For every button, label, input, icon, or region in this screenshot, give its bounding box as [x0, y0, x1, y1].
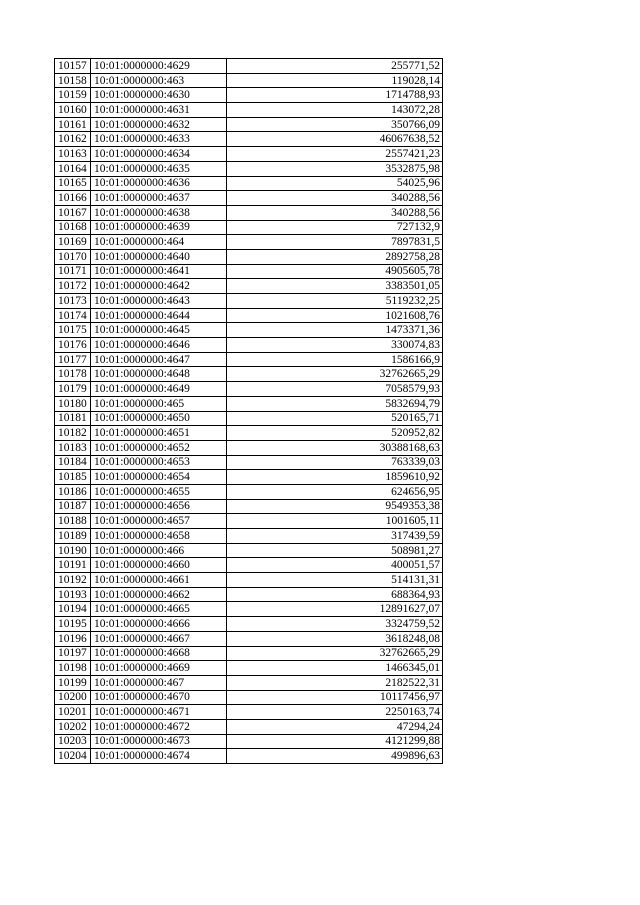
table-row	[55, 323, 443, 338]
value-cell: 12891627,07	[227, 602, 443, 617]
row-number-cell: 10193	[55, 587, 91, 602]
value-cell: 400051,57	[227, 558, 443, 573]
row-number-cell: 10168	[55, 220, 91, 235]
row-number-cell: 10173	[55, 294, 91, 309]
row-number-cell: 10174	[55, 308, 91, 323]
cadastral-number-cell: 10:01:0000000:4629	[91, 59, 227, 74]
row-number-cell: 10178	[55, 367, 91, 382]
value-cell: 54025,96	[227, 176, 443, 191]
row-number-cell: 10187	[55, 499, 91, 514]
row-number-cell: 10177	[55, 352, 91, 367]
cadastral-number-cell: 10:01:0000000:4642	[91, 279, 227, 294]
value-cell: 3324759,52	[227, 617, 443, 632]
value-cell: 1466345,01	[227, 661, 443, 676]
table-row	[55, 279, 443, 294]
value-cell: 340288,56	[227, 205, 443, 220]
table-row	[55, 661, 443, 676]
value-cell: 3618248,08	[227, 631, 443, 646]
cadastral-number-cell: 10:01:0000000:4655	[91, 484, 227, 499]
value-cell: 727132,9	[227, 220, 443, 235]
row-number-cell: 10182	[55, 426, 91, 441]
cadastral-number-cell: 10:01:0000000:4631	[91, 103, 227, 118]
table-row	[55, 675, 443, 690]
row-number-cell: 10176	[55, 338, 91, 353]
table-row	[55, 73, 443, 88]
cadastral-number-cell: 10:01:0000000:4666	[91, 617, 227, 632]
value-cell: 3383501,05	[227, 279, 443, 294]
table-row	[55, 499, 443, 514]
table-row	[55, 734, 443, 749]
table-row	[55, 749, 443, 764]
cadastral-number-cell: 10:01:0000000:4674	[91, 749, 227, 764]
value-cell: 4121299,88	[227, 734, 443, 749]
row-number-cell: 10204	[55, 749, 91, 764]
value-cell: 143072,28	[227, 103, 443, 118]
row-number-cell: 10170	[55, 249, 91, 264]
table-row	[55, 161, 443, 176]
cadastral-number-cell: 10:01:0000000:4668	[91, 646, 227, 661]
row-number-cell: 10188	[55, 514, 91, 529]
value-cell: 5832694,79	[227, 396, 443, 411]
table-row	[55, 367, 443, 382]
cadastral-number-cell: 10:01:0000000:4646	[91, 338, 227, 353]
row-number-cell: 10194	[55, 602, 91, 617]
table-row	[55, 59, 443, 74]
table-row	[55, 220, 443, 235]
value-cell: 2250163,74	[227, 705, 443, 720]
value-cell: 2892758,28	[227, 249, 443, 264]
table-row	[55, 426, 443, 441]
table-row	[55, 690, 443, 705]
row-number-cell: 10185	[55, 470, 91, 485]
table-row	[55, 529, 443, 544]
cadastral-number-cell: 10:01:0000000:4661	[91, 573, 227, 588]
value-cell: 340288,56	[227, 191, 443, 206]
row-number-cell: 10172	[55, 279, 91, 294]
value-cell: 350766,09	[227, 117, 443, 132]
value-cell: 3532875,98	[227, 161, 443, 176]
table-row	[55, 205, 443, 220]
value-cell: 32762665,29	[227, 646, 443, 661]
table-row	[55, 719, 443, 734]
cadastral-number-cell: 10:01:0000000:4652	[91, 440, 227, 455]
row-number-cell: 10165	[55, 176, 91, 191]
cadastral-number-cell: 10:01:0000000:4651	[91, 426, 227, 441]
cadastral-number-cell: 10:01:0000000:4656	[91, 499, 227, 514]
cadastral-number-cell: 10:01:0000000:4632	[91, 117, 227, 132]
value-cell: 1586166,9	[227, 352, 443, 367]
table-row	[55, 308, 443, 323]
row-number-cell: 10186	[55, 484, 91, 499]
row-number-cell: 10189	[55, 529, 91, 544]
value-cell: 1859610,92	[227, 470, 443, 485]
table-row	[55, 132, 443, 147]
cadastral-number-cell: 10:01:0000000:467	[91, 675, 227, 690]
row-number-cell: 10179	[55, 382, 91, 397]
row-number-cell: 10198	[55, 661, 91, 676]
cadastral-number-cell: 10:01:0000000:4654	[91, 470, 227, 485]
row-number-cell: 10202	[55, 719, 91, 734]
value-cell: 1714788,93	[227, 88, 443, 103]
row-number-cell: 10161	[55, 117, 91, 132]
table-row	[55, 455, 443, 470]
table-row	[55, 411, 443, 426]
table-row	[55, 484, 443, 499]
table-row	[55, 631, 443, 646]
cadastral-number-cell: 10:01:0000000:4673	[91, 734, 227, 749]
row-number-cell: 10181	[55, 411, 91, 426]
value-cell: 520165,71	[227, 411, 443, 426]
row-number-cell: 10158	[55, 73, 91, 88]
value-cell: 499896,63	[227, 749, 443, 764]
row-number-cell: 10201	[55, 705, 91, 720]
row-number-cell: 10162	[55, 132, 91, 147]
row-number-cell: 10199	[55, 675, 91, 690]
cadastral-number-cell: 10:01:0000000:4650	[91, 411, 227, 426]
table-row	[55, 382, 443, 397]
value-cell: 9549353,38	[227, 499, 443, 514]
table-row	[55, 558, 443, 573]
cadastral-number-cell: 10:01:0000000:4645	[91, 323, 227, 338]
cadastral-number-cell: 10:01:0000000:4672	[91, 719, 227, 734]
cadastral-number-cell: 10:01:0000000:4633	[91, 132, 227, 147]
cadastral-number-cell: 10:01:0000000:4658	[91, 529, 227, 544]
row-number-cell: 10166	[55, 191, 91, 206]
row-number-cell: 10167	[55, 205, 91, 220]
cadastral-number-cell: 10:01:0000000:4635	[91, 161, 227, 176]
row-number-cell: 10160	[55, 103, 91, 118]
value-cell: 7897831,5	[227, 235, 443, 250]
value-cell: 2557421,23	[227, 147, 443, 162]
cadastral-number-cell: 10:01:0000000:4647	[91, 352, 227, 367]
value-cell: 520952,82	[227, 426, 443, 441]
row-number-cell: 10169	[55, 235, 91, 250]
cadastral-number-cell: 10:01:0000000:4641	[91, 264, 227, 279]
value-cell: 508981,27	[227, 543, 443, 558]
value-cell: 10117456,97	[227, 690, 443, 705]
row-number-cell: 10180	[55, 396, 91, 411]
cadastral-number-cell: 10:01:0000000:4657	[91, 514, 227, 529]
data-table	[54, 58, 443, 764]
cadastral-number-cell: 10:01:0000000:4670	[91, 690, 227, 705]
row-number-cell: 10171	[55, 264, 91, 279]
cadastral-number-cell: 10:01:0000000:4662	[91, 587, 227, 602]
value-cell: 624656,95	[227, 484, 443, 499]
table-row	[55, 470, 443, 485]
value-cell: 1021608,76	[227, 308, 443, 323]
cadastral-number-cell: 10:01:0000000:4634	[91, 147, 227, 162]
table-row	[55, 147, 443, 162]
value-cell: 2182522,31	[227, 675, 443, 690]
cadastral-number-cell: 10:01:0000000:4671	[91, 705, 227, 720]
value-cell: 30388168,63	[227, 440, 443, 455]
row-number-cell: 10203	[55, 734, 91, 749]
cadastral-number-cell: 10:01:0000000:4667	[91, 631, 227, 646]
cadastral-number-cell: 10:01:0000000:466	[91, 543, 227, 558]
cadastral-number-cell: 10:01:0000000:4660	[91, 558, 227, 573]
table-row	[55, 117, 443, 132]
table-row	[55, 235, 443, 250]
table-body	[55, 59, 443, 764]
value-cell: 763339,03	[227, 455, 443, 470]
row-number-cell: 10192	[55, 573, 91, 588]
row-number-cell: 10163	[55, 147, 91, 162]
value-cell: 119028,14	[227, 73, 443, 88]
row-number-cell: 10190	[55, 543, 91, 558]
value-cell: 47294,24	[227, 719, 443, 734]
row-number-cell: 10183	[55, 440, 91, 455]
cadastral-number-cell: 10:01:0000000:4630	[91, 88, 227, 103]
table-row	[55, 88, 443, 103]
row-number-cell: 10195	[55, 617, 91, 632]
value-cell: 32762665,29	[227, 367, 443, 382]
cadastral-number-cell: 10:01:0000000:465	[91, 396, 227, 411]
value-cell: 4905605,78	[227, 264, 443, 279]
table-row	[55, 543, 443, 558]
row-number-cell: 10175	[55, 323, 91, 338]
cadastral-number-cell: 10:01:0000000:463	[91, 73, 227, 88]
value-cell: 7058579,93	[227, 382, 443, 397]
table-row	[55, 249, 443, 264]
table-row	[55, 294, 443, 309]
table-row	[55, 440, 443, 455]
table-row	[55, 646, 443, 661]
cadastral-number-cell: 10:01:0000000:4649	[91, 382, 227, 397]
value-cell: 1473371,36	[227, 323, 443, 338]
cadastral-number-cell: 10:01:0000000:4640	[91, 249, 227, 264]
value-cell: 514131,31	[227, 573, 443, 588]
cadastral-number-cell: 10:01:0000000:4636	[91, 176, 227, 191]
table-row	[55, 617, 443, 632]
row-number-cell: 10157	[55, 59, 91, 74]
row-number-cell: 10191	[55, 558, 91, 573]
cadastral-number-cell: 10:01:0000000:4644	[91, 308, 227, 323]
cadastral-number-cell: 10:01:0000000:4653	[91, 455, 227, 470]
row-number-cell: 10184	[55, 455, 91, 470]
table-row	[55, 176, 443, 191]
table-row	[55, 705, 443, 720]
row-number-cell: 10159	[55, 88, 91, 103]
cadastral-number-cell: 10:01:0000000:4643	[91, 294, 227, 309]
table-row	[55, 587, 443, 602]
table-row	[55, 191, 443, 206]
cadastral-number-cell: 10:01:0000000:4665	[91, 602, 227, 617]
value-cell: 255771,52	[227, 59, 443, 74]
row-number-cell: 10164	[55, 161, 91, 176]
table-row	[55, 103, 443, 118]
row-number-cell: 10197	[55, 646, 91, 661]
value-cell: 5119232,25	[227, 294, 443, 309]
cadastral-number-cell: 10:01:0000000:4669	[91, 661, 227, 676]
table-row	[55, 396, 443, 411]
value-cell: 317439,59	[227, 529, 443, 544]
value-cell: 330074,83	[227, 338, 443, 353]
cadastral-number-cell: 10:01:0000000:4639	[91, 220, 227, 235]
value-cell: 1001605,11	[227, 514, 443, 529]
table-row	[55, 573, 443, 588]
cadastral-number-cell: 10:01:0000000:4638	[91, 205, 227, 220]
table-row	[55, 514, 443, 529]
value-cell: 46067638,52	[227, 132, 443, 147]
cadastral-number-cell: 10:01:0000000:4637	[91, 191, 227, 206]
table-row	[55, 352, 443, 367]
value-cell: 688364,93	[227, 587, 443, 602]
table-row	[55, 264, 443, 279]
row-number-cell: 10200	[55, 690, 91, 705]
table-row	[55, 602, 443, 617]
table-row	[55, 338, 443, 353]
row-number-cell: 10196	[55, 631, 91, 646]
cadastral-number-cell: 10:01:0000000:4648	[91, 367, 227, 382]
cadastral-number-cell: 10:01:0000000:464	[91, 235, 227, 250]
